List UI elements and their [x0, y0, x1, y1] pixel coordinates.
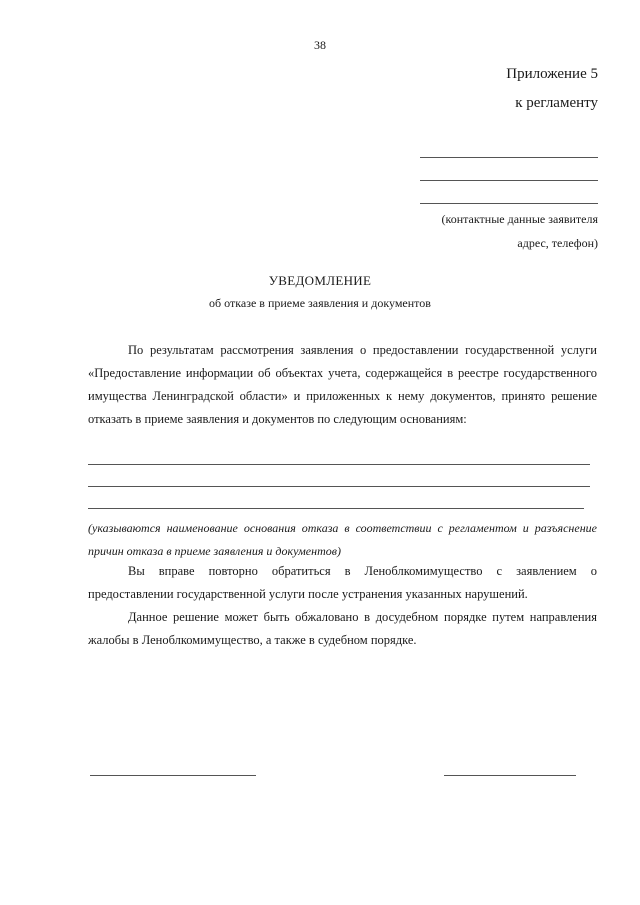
contact-line-2: [420, 180, 598, 181]
page-number: 38: [314, 38, 326, 52]
contact-caption-line2: адрес, телефон): [517, 236, 598, 250]
notice-subtitle: об отказе в приеме заявления и документов: [209, 296, 431, 310]
contact-line-3: [420, 203, 598, 204]
contact-line-1: [420, 157, 598, 158]
grounds-line-2: [88, 486, 590, 487]
regulation-label: к регламенту: [515, 95, 598, 111]
signature-line-left: [90, 775, 256, 776]
decision-paragraph: По результатам рассмотрения заявления о предоставлении государственной услуги «Предоставление информации об объектах учета, содержащейся в реестре государственного имущества Ленинградской области» и приложенных к нему документов, принято решение отказать в приеме заявления и документов по следующим основаниям:: [88, 343, 597, 426]
grounds-line-3: [88, 508, 584, 509]
signature-line-right: [444, 775, 576, 776]
appendix-label: Приложение 5: [506, 66, 598, 82]
grounds-note: (указываются наименование основания отказа в соответствии с регламентом и разъяснение причин отказа в приеме заявления и документов): [88, 521, 597, 558]
reapply-paragraph: Вы вправе повторно обратиться в Леноблкомимущество с заявлением о предоставлении государственной услуги после устранения указанных нарушений.: [88, 564, 597, 601]
appeal-paragraph: Данное решение может быть обжаловано в досудебном порядке путем направления жалобы в Леноблкомимущество, а также в судебном порядке.: [88, 610, 597, 647]
notice-title: УВЕДОМЛЕНИЕ: [268, 273, 372, 288]
contact-caption-line1: (контактные данные заявителя: [441, 212, 598, 226]
grounds-line-1: [88, 464, 590, 465]
